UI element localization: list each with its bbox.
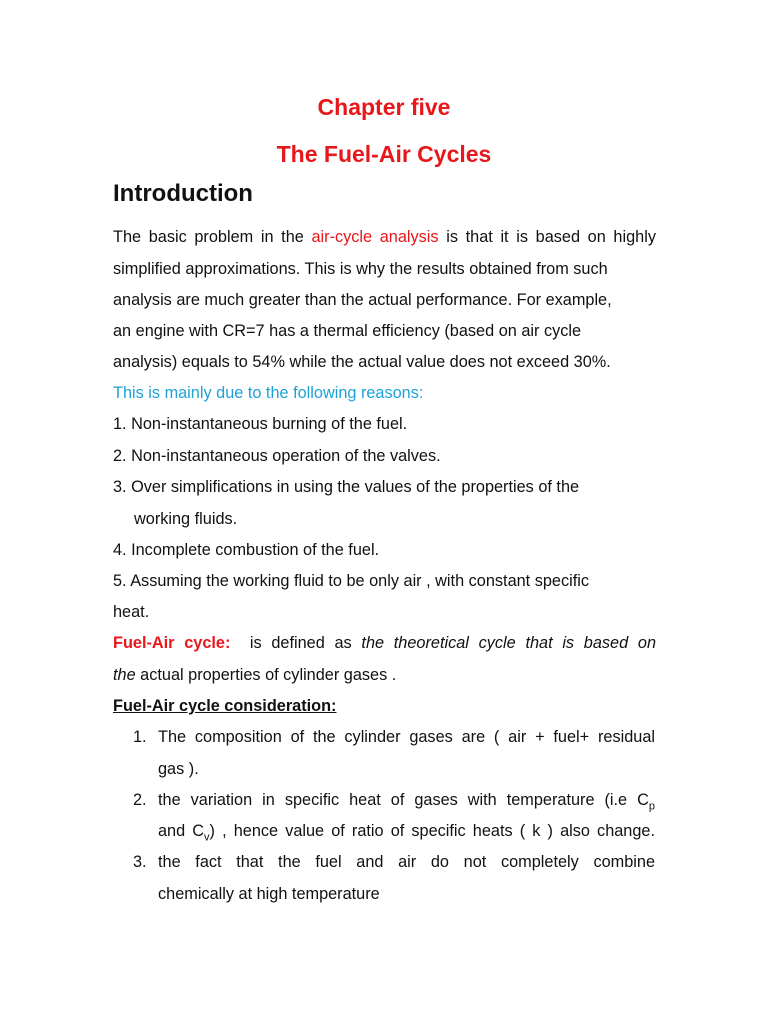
paragraph-line: simplified approximations. This is why the results obtained from such — [113, 260, 608, 278]
consideration-text: ) , hence value of ratio of specific heats ( k ) also change. — [209, 822, 655, 840]
list-number: 1. — [133, 728, 147, 746]
consideration-item-continuation: chemically at high temperature — [158, 885, 380, 903]
consideration-item: the fact that the fuel and air do not completely combine — [158, 853, 655, 871]
reason-item-continuation: working fluids. — [134, 510, 238, 528]
air-cycle-analysis-term: air-cycle analysis — [311, 228, 439, 246]
subscript-p: p — [648, 800, 655, 813]
paragraph-line: an engine with CR=7 has a thermal efficiency (based on air cycle — [113, 322, 582, 340]
considerations-heading: Fuel-Air cycle consideration: — [113, 697, 337, 715]
chapter-heading: Chapter five — [317, 94, 451, 120]
paragraph-text: The basic problem in the — [113, 228, 312, 246]
consideration-text: and C — [158, 822, 205, 840]
list-number: 3. — [133, 853, 147, 871]
definition-line — [113, 633, 656, 653]
definition-italic: the theoretical cycle that is based on — [361, 634, 656, 652]
reason-item: 4. Incomplete combustion of the fuel. — [113, 541, 380, 559]
definition-term: Fuel-Air cycle: — [113, 634, 231, 652]
introduction-heading: Introduction — [113, 180, 253, 207]
chapter-title: The Fuel-Air Cycles — [276, 141, 492, 167]
paragraph-line — [113, 227, 656, 247]
reason-item: 3. Over simplifications in using the values of the properties of the — [113, 478, 580, 496]
consideration-item — [158, 790, 655, 816]
definition-line — [113, 665, 396, 685]
definition-text: is defined as — [249, 634, 352, 652]
paragraph-line: analysis) equals to 54% while the actual value does not exceed 30%. — [113, 353, 611, 371]
paragraph-text: is that it is based on highly — [438, 228, 656, 246]
reason-item-continuation: heat. — [113, 603, 150, 621]
reason-item: 1. Non-instantaneous burning of the fuel. — [113, 415, 408, 433]
consideration-item-continuation — [158, 821, 655, 847]
definition-text: actual properties of cylinder gases . — [140, 666, 397, 684]
consideration-item: The composition of the cylinder gases are ( air + fuel+ residual — [158, 728, 655, 746]
paragraph-line: analysis are much greater than the actual performance. For example, — [113, 291, 612, 309]
consideration-item-continuation: gas ). — [158, 760, 199, 778]
reason-item: 2. Non-instantaneous operation of the valves. — [113, 447, 441, 465]
subscript-v: v — [204, 831, 210, 844]
reason-item: 5. Assuming the working fluid to be only air , with constant specific — [113, 572, 590, 590]
list-number: 2. — [133, 791, 147, 809]
consideration-text: the variation in specific heat of gases with temperature (i.e C — [158, 791, 649, 809]
reasons-intro: This is mainly due to the following reasons: — [113, 384, 424, 402]
definition-italic: the — [113, 666, 136, 684]
